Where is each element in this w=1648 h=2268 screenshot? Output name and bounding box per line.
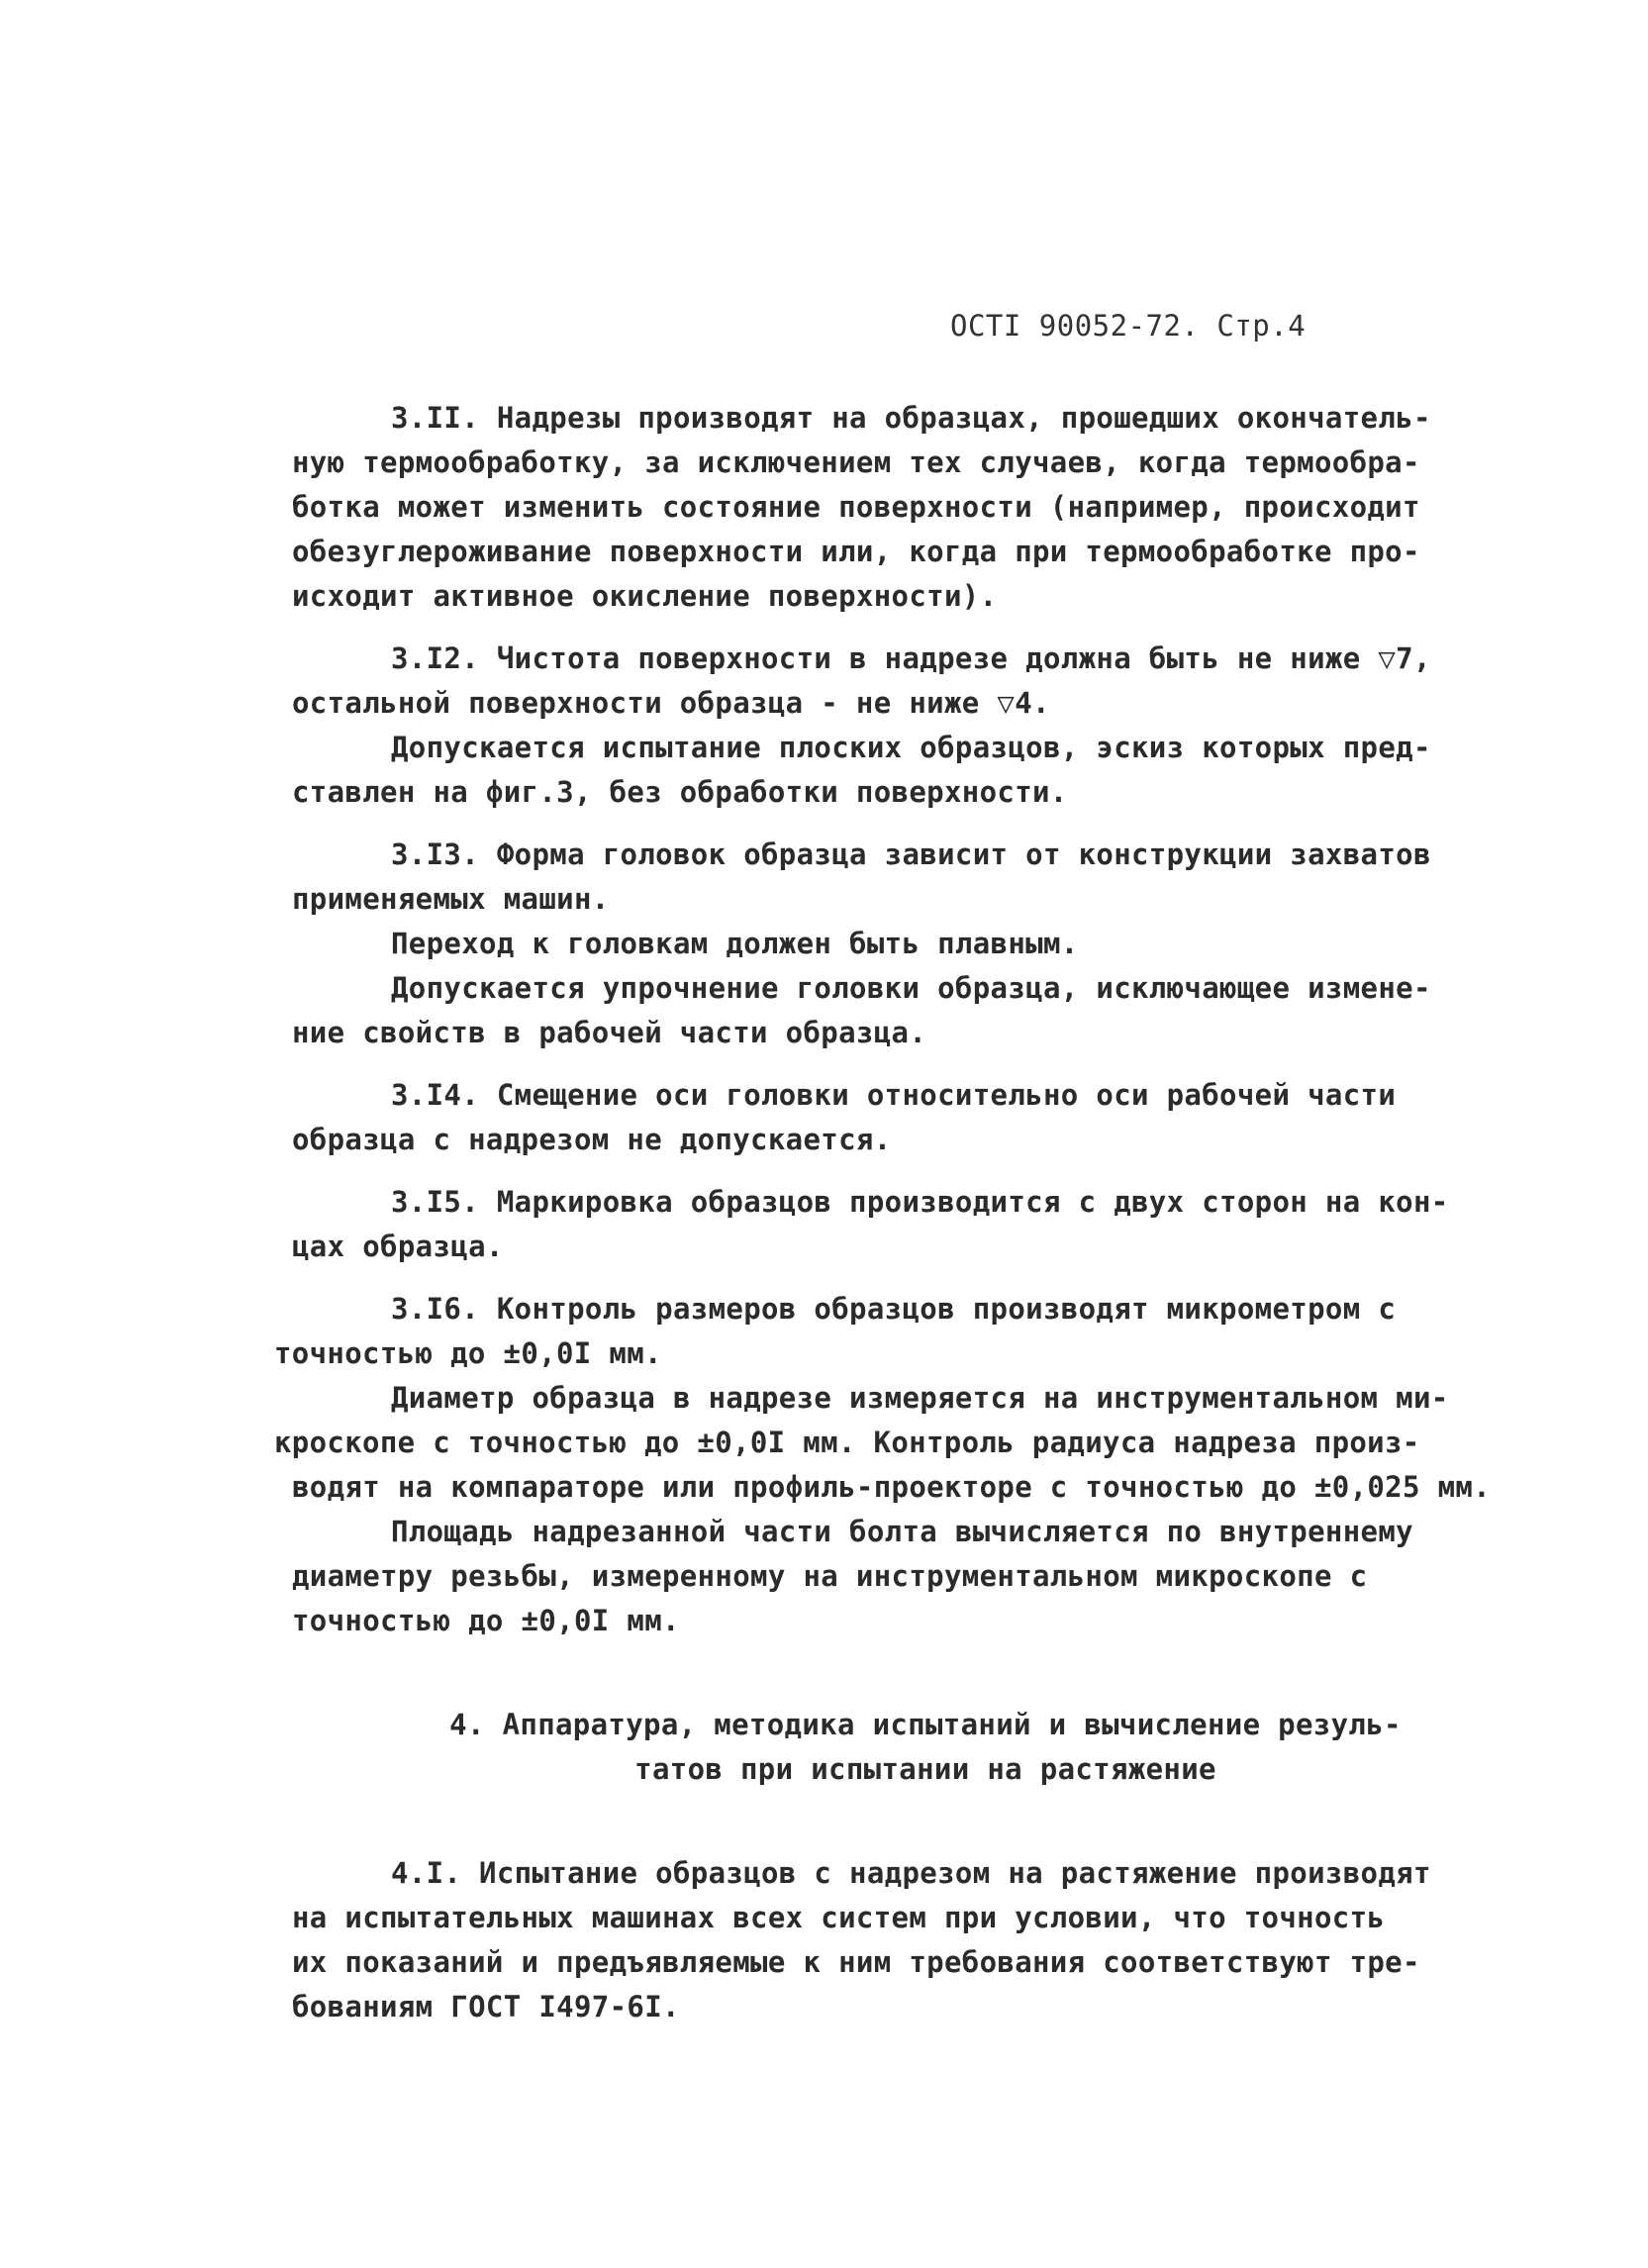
paragraph-3-12 [292,637,1559,726]
paragraph-3-16-b [274,1376,1559,1510]
paragraph-3-16-c [292,1510,1559,1643]
text-line: ную термообработку, за исключением тех случаев, когда термообра- [292,445,1420,479]
text-line: 3.II. Надрезы производят на образцах, прошедших окончатель- [391,401,1431,435]
text-line: точностью до ±0,0I мм. [292,1604,680,1637]
text-line: 3.I3. Форма головок образца зависит от конструкции захватов [391,838,1431,871]
paragraph-3-13-c [292,966,1559,1055]
text-line: кроскопе с точностью до ±0,0I мм. Контроль радиуса надреза произ- [274,1426,1420,1459]
text-line: применяемых машин. [292,882,610,916]
paragraph-3-13 [292,833,1559,922]
section-heading: 4. Аппаратура, методика испытаний и вычисление резуль- [449,1708,1402,1741]
text-line: Допускается испытание плоских образцов, эскиз которых пред- [391,731,1431,764]
text-line: их показаний и предъявляемые к ним требования соответствуют тре- [292,1945,1420,1979]
text-line: бованиям ГОСТ I497-6I. [292,1990,680,2023]
text-line: 3.I5. Маркировка образцов производится с двух сторон на кон- [391,1185,1449,1219]
text-line: образца с надрезом не допускается. [292,1123,892,1156]
text-line: остальной поверхности образца - не ниже ▽4. [292,686,1050,720]
paragraph-4-1 [292,1851,1559,2029]
page-header: ОСТI 90052-72. Стр.4 [950,309,1307,343]
paragraph-3-15 [292,1180,1559,1269]
text-line: обезуглероживание поверхности или, когда при термообработке про- [292,535,1420,568]
document-body [274,396,1559,2029]
text-line: 3.I6. Контроль размеров образцов производят микрометром с [391,1292,1397,1326]
paragraph-3-13-b [292,922,1559,966]
text-line: ботка может изменить состояние поверхности (например, происходит [292,490,1420,524]
paragraph-3-12-b [292,726,1559,815]
paragraph-3-14 [292,1073,1559,1162]
paragraph-3-11 [292,396,1559,619]
text-line: Переход к головкам должен быть плавным. [391,927,1079,960]
paragraph-3-16 [274,1287,1559,1376]
text-line: Площадь надрезанной части болта вычисляется по внутреннему [391,1515,1413,1548]
text-line: 4.I. Испытание образцов с надрезом на растяжение производят [391,1856,1431,1890]
text-line: исходит активное окисление поверхности). [292,579,998,613]
text-line: 3.I4. Смещение оси головки относительно оси рабочей части [391,1078,1397,1112]
text-line: Допускается упрочнение головки образца, исключающее измене- [391,971,1431,1005]
text-line: цах образца. [292,1230,504,1263]
text-line: водят на компараторе или профиль-проекторе с точностью до ±0,025 мм. [292,1470,1492,1504]
text-line: Диаметр образца в надрезе измеряется на инструментальном ми- [391,1381,1449,1415]
section-heading: татов при испытании на растяжение [634,1752,1216,1786]
text-line: 3.I2. Чистота поверхности в надрезе должна быть не ниже ▽7, [391,641,1431,675]
text-line: на испытательных машинах всех систем при условии, что точность [292,1901,1386,1934]
text-line: ние свойств в рабочей части образца. [292,1016,927,1049]
text-line: диаметру резьбы, измеренному на инструментальном микроскопе с [292,1559,1368,1593]
text-line: точностью до ±0,0I мм. [274,1336,662,1370]
text-line: ставлен на фиг.3, без обработки поверхности. [292,775,1068,809]
section-4-title [292,1703,1559,1792]
